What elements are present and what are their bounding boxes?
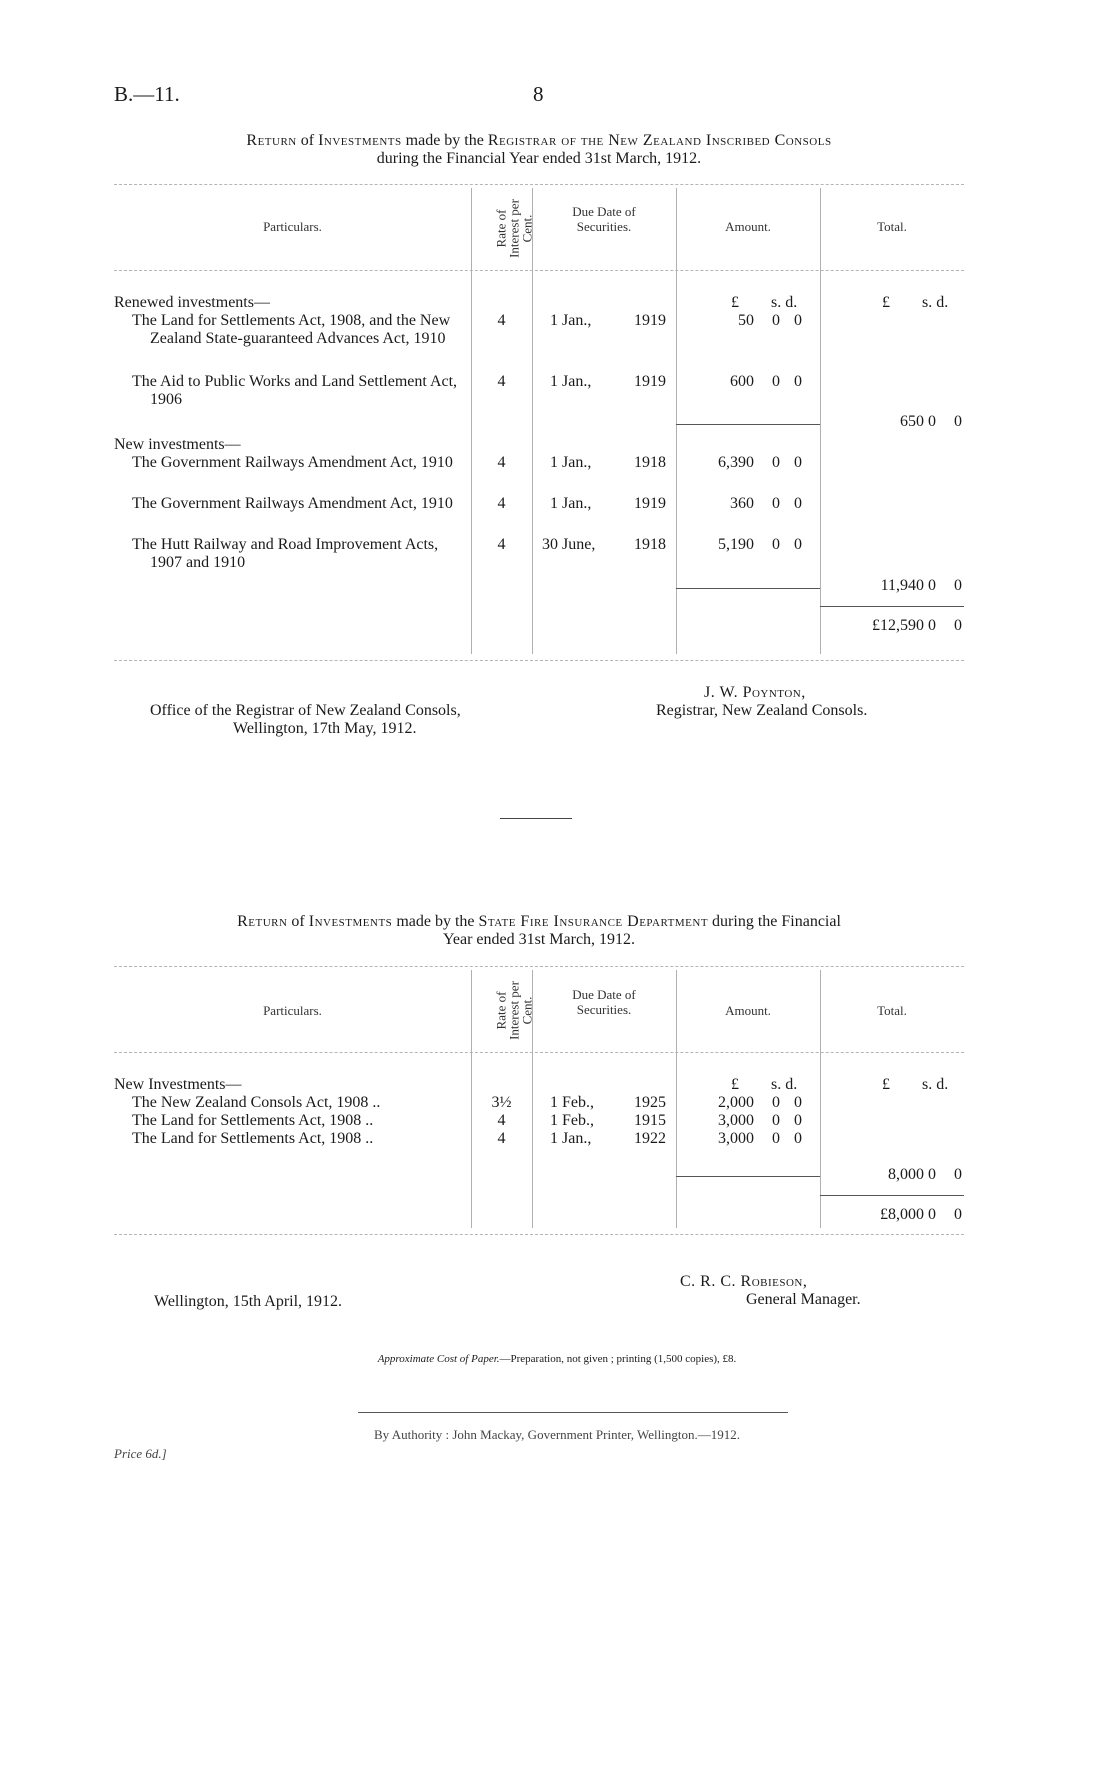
title-registrar: Registrar of the New Zealand Inscribed Consols: [487, 132, 832, 149]
total-pence: 0: [954, 413, 962, 430]
due-year-value: 1919: [634, 312, 666, 329]
total-shillings: 0: [928, 413, 936, 430]
amount-shillings: 0: [772, 1094, 780, 1111]
table-row: [132, 1130, 373, 1148]
table-row: [132, 312, 462, 348]
grand-total-pounds: £8,000: [880, 1206, 924, 1223]
due-year-value: 1915: [634, 1112, 666, 1129]
signer-title: General Manager.: [746, 1291, 861, 1308]
table2-header-particulars: Particulars.: [263, 1003, 322, 1018]
table1: [114, 184, 964, 664]
due-date-value: 1 Jan.,: [550, 454, 592, 471]
total-pounds: 8,000: [888, 1166, 924, 1183]
table1-col-divider: [471, 188, 472, 654]
table1-header-rate: Rate of Interest per Cent.: [493, 199, 535, 258]
rate-value: 4: [497, 1130, 506, 1147]
table2-title-line2: Year ended 31st March, 1912.: [442, 931, 636, 948]
section-renewed-investments: Renewed investments—: [114, 294, 270, 311]
total-sd-heading: s. d.: [922, 294, 949, 311]
rate-value: 4: [497, 1112, 506, 1129]
table1-header-rule: [114, 270, 964, 271]
cost-of-paper-note: [0, 1353, 1114, 1365]
total-shillings: 0: [928, 1166, 936, 1183]
amount-pounds: 3,000: [718, 1112, 754, 1129]
table1-header-due-date: Due Date of Securities.: [572, 204, 636, 234]
grand-total-shillings: 0: [928, 1206, 936, 1223]
amount-shillings: 0: [772, 1112, 780, 1129]
title-words-during: during the Financial: [712, 913, 841, 930]
grand-total-shillings: 0: [928, 617, 936, 634]
office-line2: Wellington, 17th May, 1912.: [233, 720, 417, 737]
rate-value: 4: [497, 454, 506, 471]
amount-pounds: 360: [730, 495, 754, 512]
amount-shillings: 0: [772, 454, 780, 471]
footer-rule: [358, 1412, 788, 1413]
total-pounds: 11,940: [880, 577, 924, 594]
table-row: [132, 1112, 373, 1130]
grand-total-pence: 0: [954, 1206, 962, 1223]
rate-value: 4: [497, 373, 506, 390]
amount-pence: 0: [794, 1094, 802, 1111]
amount-pence: 0: [794, 536, 802, 553]
signature-block: [680, 1273, 940, 1309]
signer-name: J. W. Poynton,: [704, 684, 806, 701]
title-words-made-by: made by the: [405, 132, 484, 149]
amount-pence: 0: [794, 454, 802, 471]
office-line1: Office of the Registrar of New Zealand Consols,: [150, 702, 461, 719]
rate-value: 4: [497, 495, 506, 512]
table2-title-line1: [114, 913, 964, 931]
place-date: Wellington, 15th April, 1912.: [154, 1293, 343, 1310]
table2-header-total: Total.: [877, 1003, 907, 1018]
grand-total-pence: 0: [954, 617, 962, 634]
table1-bottom-rule: [114, 660, 964, 661]
due-date-value: 1 Feb.,: [550, 1094, 594, 1111]
table2-top-rule: [114, 966, 964, 967]
table1-title: [114, 132, 964, 168]
due-date-value: 1 Feb.,: [550, 1112, 594, 1129]
title-word-of: of: [300, 132, 315, 149]
table-row: [132, 373, 462, 409]
due-year-value: 1919: [634, 373, 666, 390]
particulars-text: The Government Railways Amendment Act, 1910: [132, 495, 453, 512]
page-number: 8: [533, 82, 544, 106]
table1-col-divider: [532, 188, 533, 654]
amount-pounds: 6,390: [718, 454, 754, 471]
section-new-investments: New investments—: [114, 436, 241, 453]
particulars-text: The Hutt Railway and Road Improvement Acts, 1907 and 1910: [132, 536, 439, 571]
table1-top-rule: [114, 184, 964, 185]
amount-pence: 0: [794, 495, 802, 512]
due-date-value: 1 Jan.,: [550, 495, 592, 512]
cost-text: —Preparation, not given ; printing (1,500 copies), £8.: [499, 1353, 737, 1365]
table2-header-amount: Amount.: [725, 1003, 771, 1018]
table-row: [132, 536, 462, 572]
amount-shillings: 0: [772, 536, 780, 553]
particulars-text: The Land for Settlements Act, 1908 ..: [132, 1130, 374, 1147]
title-word-of: of: [291, 913, 305, 930]
due-date-value: 1 Jan.,: [550, 312, 592, 329]
table-row: [132, 1094, 380, 1112]
table-row: [132, 454, 462, 472]
due-date-value: 1 Jan.,: [550, 373, 592, 390]
signer-title: Registrar, New Zealand Consols.: [656, 702, 868, 719]
document-reference: B.—11.: [114, 82, 180, 106]
amount-pence: 0: [794, 373, 802, 390]
title-word-return: Return: [246, 132, 297, 149]
due-year-value: 1918: [634, 536, 666, 553]
amount-pounds: 3,000: [718, 1130, 754, 1147]
amount-pound-heading: £: [731, 1076, 739, 1093]
section-new-investments: New Investments—: [114, 1076, 242, 1093]
amount-subtotal-rule: [676, 1176, 820, 1177]
amount-shillings: 0: [772, 373, 780, 390]
due-year-value: 1919: [634, 495, 666, 512]
particulars-text: The Land for Settlements Act, 1908, and the New Zealand State-guaranteed Advances Act, 1910: [132, 312, 451, 347]
particulars-text: The Aid to Public Works and Land Settlement Act, 1906: [132, 373, 458, 408]
grand-total-pounds: £12,590: [872, 617, 924, 634]
signer-name: C. R. C. Robieson,: [680, 1273, 808, 1290]
table1-header-particulars: Particulars.: [263, 219, 322, 234]
table1-col-divider: [820, 188, 821, 654]
amount-pounds: 5,190: [718, 536, 754, 553]
total-pound-heading: £: [882, 294, 890, 311]
table2-bottom-rule: [114, 1234, 964, 1235]
rate-value: 4: [497, 312, 506, 329]
table-row: [132, 495, 462, 513]
table2-title: [114, 913, 964, 949]
due-year-value: 1918: [634, 454, 666, 471]
total-sd-heading: s. d.: [922, 1076, 949, 1093]
table2: [114, 966, 964, 1238]
total-pounds: 650: [900, 413, 924, 430]
due-date-value: 1 Jan.,: [550, 1130, 592, 1147]
due-year-value: 1925: [634, 1094, 666, 1111]
amount-shillings: 0: [772, 312, 780, 329]
amount-subtotal-rule: [676, 588, 820, 589]
total-pound-heading: £: [882, 1076, 890, 1093]
table2-header-rule: [114, 1052, 964, 1053]
office-address: [150, 702, 461, 738]
printer-authority: By Authority : John Mackay, Government Printer, Wellington.—1912.: [373, 1427, 740, 1442]
title-word-investments: Investments: [308, 913, 393, 930]
total-shillings: 0: [928, 577, 936, 594]
title-word-return: Return: [237, 913, 288, 930]
cost-label: Approximate Cost of Paper.: [377, 1353, 500, 1365]
signature-block: [656, 684, 936, 720]
amount-pounds: 50: [738, 312, 754, 329]
total-pence: 0: [954, 577, 962, 594]
rate-value: 4: [497, 536, 506, 553]
amount-shillings: 0: [772, 495, 780, 512]
price-label: Price 6d.]: [114, 1446, 167, 1461]
amount-pence: 0: [794, 1130, 802, 1147]
amount-sd-heading: s. d.: [771, 1076, 798, 1093]
table1-title-line2: during the Financial Year ended 31st March, 1912.: [376, 150, 702, 167]
due-year-value: 1922: [634, 1130, 666, 1147]
amount-subtotal-rule: [676, 424, 820, 425]
title-words-made-by: made by the: [396, 913, 475, 930]
table1-col-divider: [676, 188, 677, 654]
total-grand-rule: [820, 606, 964, 607]
particulars-text: The New Zealand Consols Act, 1908 ..: [132, 1094, 381, 1111]
particulars-text: The Land for Settlements Act, 1908 ..: [132, 1112, 374, 1129]
table1-header-total: Total.: [877, 219, 907, 234]
section-separator: [500, 818, 572, 819]
amount-shillings: 0: [772, 1130, 780, 1147]
particulars-text: The Government Railways Amendment Act, 1910: [132, 454, 453, 471]
amount-pence: 0: [794, 312, 802, 329]
amount-pounds: 2,000: [718, 1094, 754, 1111]
amount-pounds: 600: [730, 373, 754, 390]
table2-header-due-date: Due Date of Securities.: [572, 987, 636, 1017]
title-word-investments: Investments: [318, 132, 402, 149]
table1-header-amount: Amount.: [725, 219, 771, 234]
due-date-value: 30 June,: [542, 536, 596, 553]
amount-pound-heading: £: [731, 294, 739, 311]
total-pence: 0: [954, 1166, 962, 1183]
table1-title-line1: [114, 132, 964, 150]
total-grand-rule: [820, 1195, 964, 1196]
amount-pence: 0: [794, 1112, 802, 1129]
amount-sd-heading: s. d.: [771, 294, 798, 311]
table2-header-rate: Rate of Interest per Cent.: [493, 981, 535, 1040]
title-department: State Fire Insurance Department: [478, 913, 709, 930]
rate-value: 3½: [491, 1094, 512, 1111]
